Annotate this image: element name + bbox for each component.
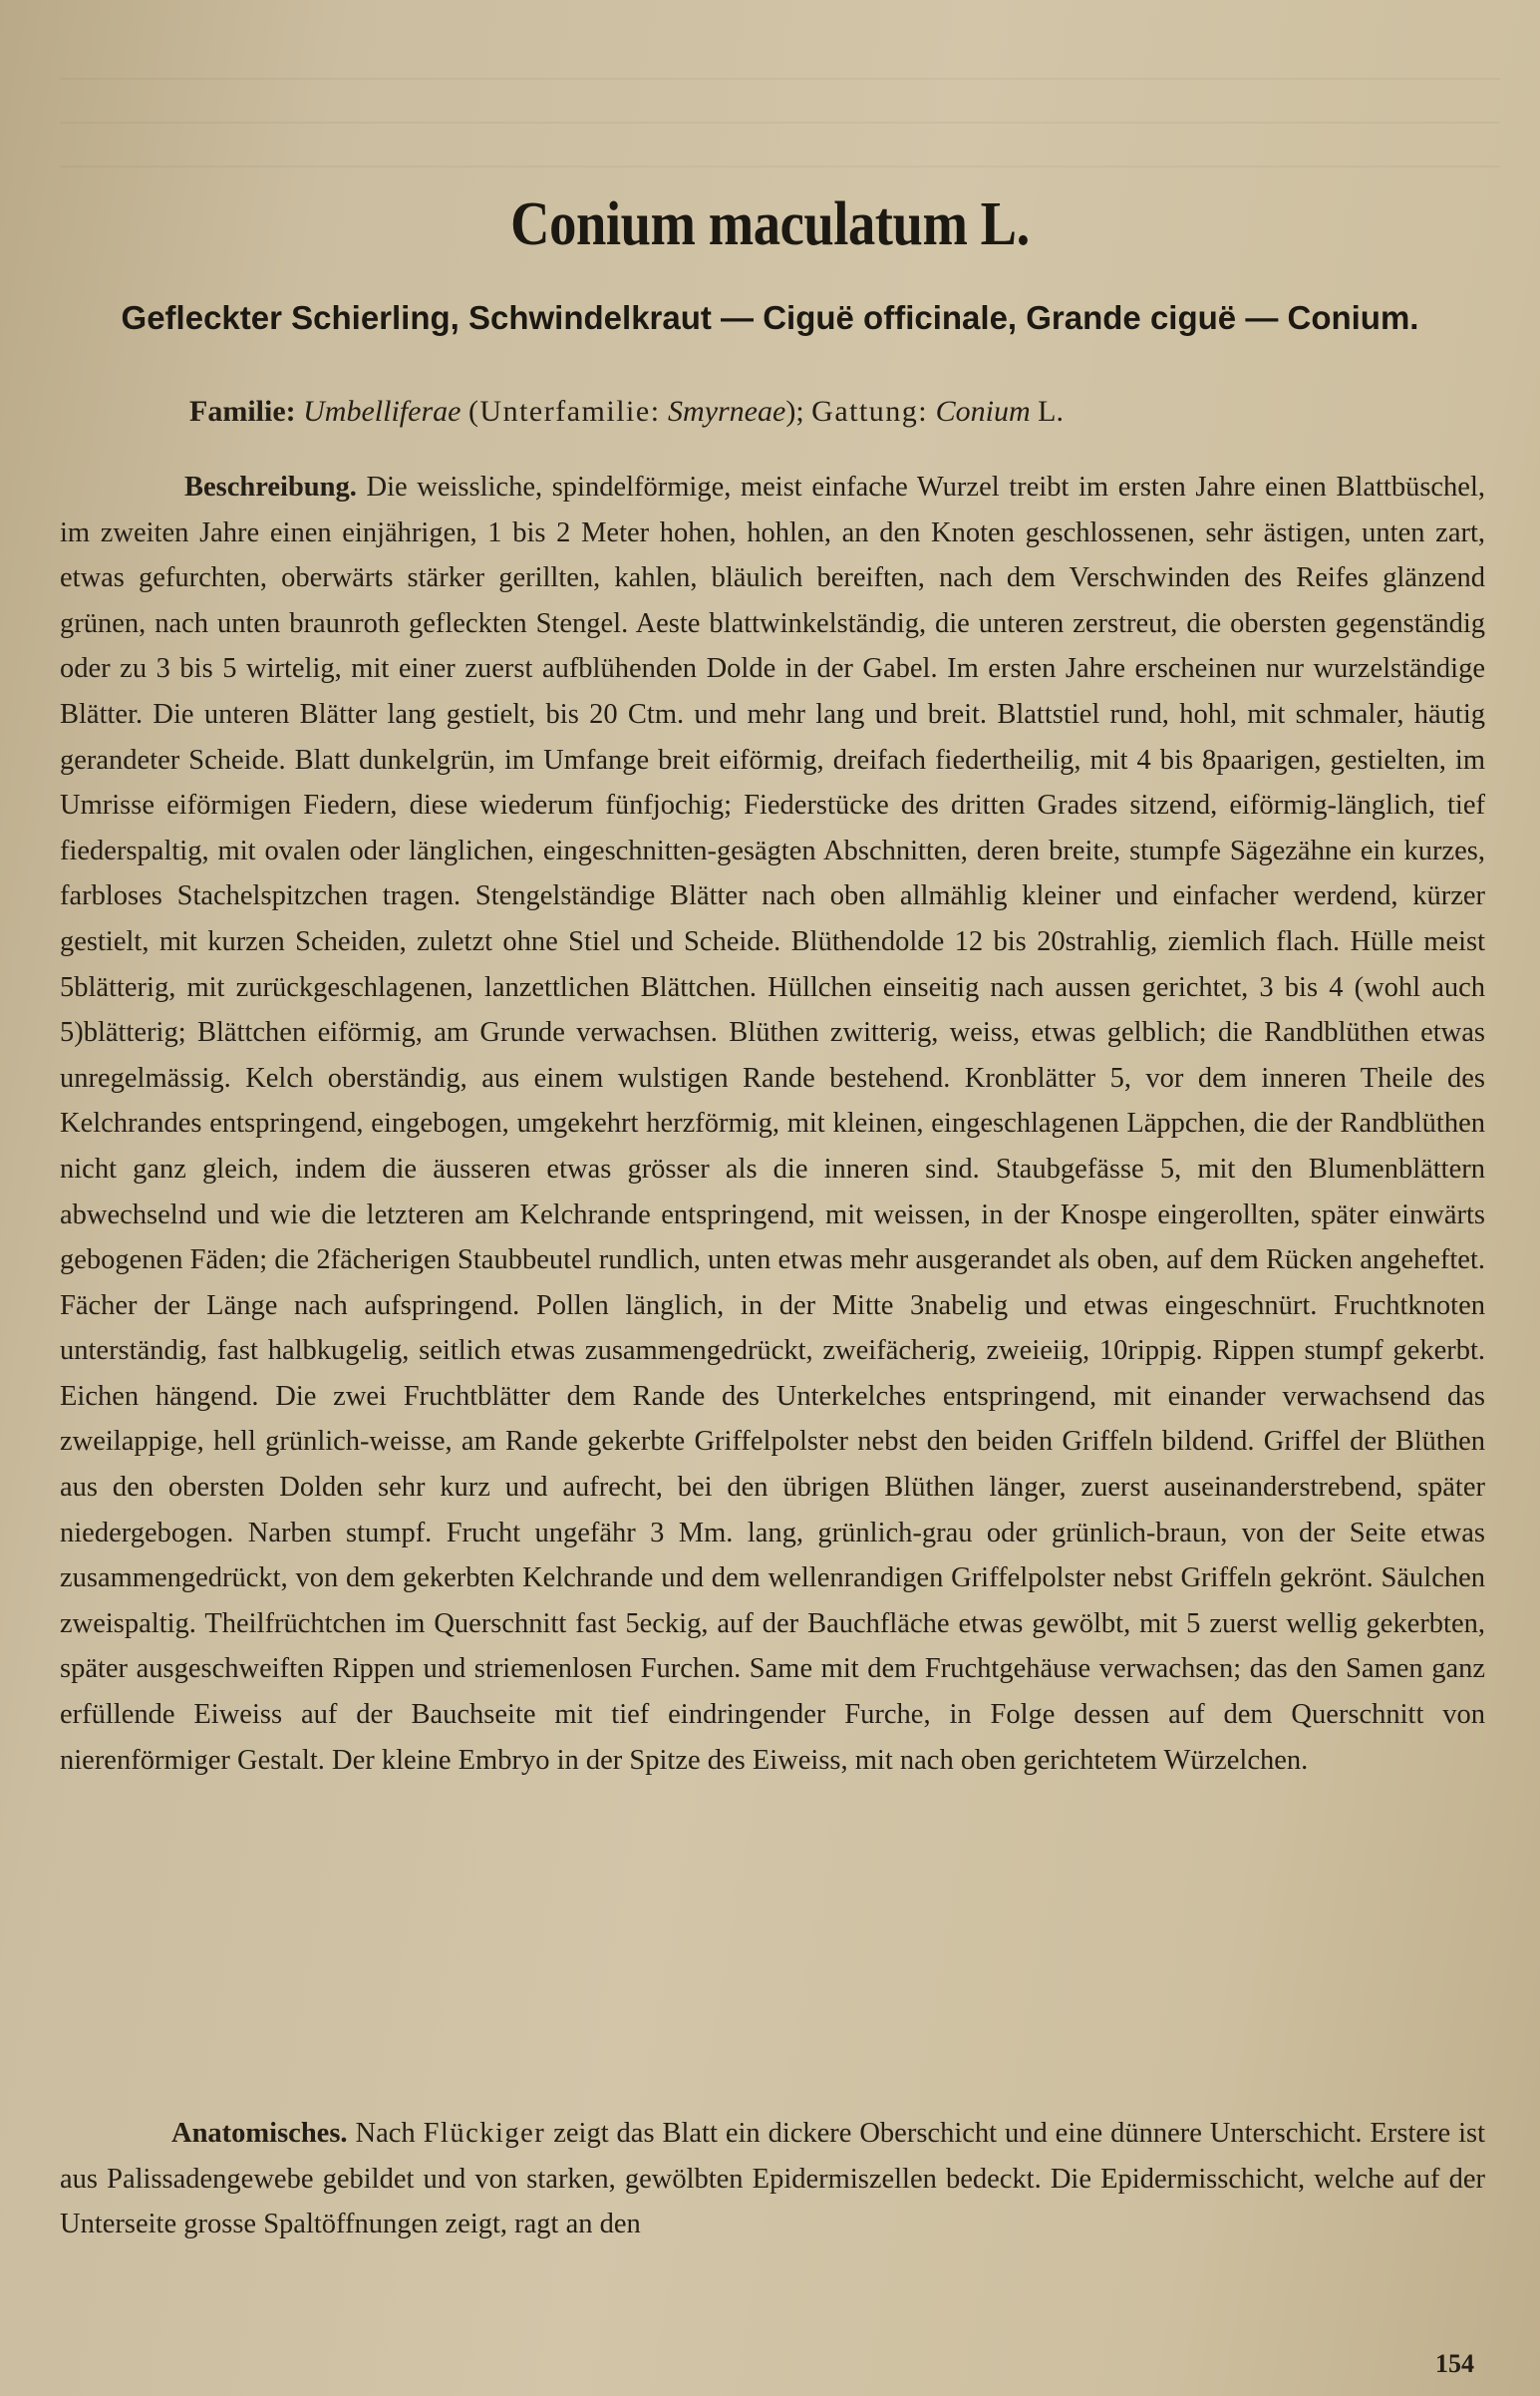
family-name: Umbelliferae bbox=[303, 395, 462, 428]
beschreibung-text: Die weissliche, spindelförmige, meist einfache Wurzel treibt im ersten Jahre einen Blattbüschel, im zweiten Jahre einen einjährigen, 1 bis 2 Meter hohen, hohlen, an den Knoten geschlossenen, sehr ästigen, unten zart, etwas gefurchten, oberwärts stärker gerillten, kahlen, bläulich bereiften, nach dem Verschwinden des Reifes glänzend grünen, nach unten braunroth gefleckten Stengel. Aeste blattwinkelständig, die unteren zerstreut, die obersten gegenständig oder zu 3 bis 5 wirtelig, mit einer zuerst aufblühenden Dolde in der Gabel. Im ersten Jahre erscheinen nur wurzelständige Blätter. Die unteren Blätter lang gestielt, bis 20 Ctm. und mehr lang und breit. Blattstiel rund, hohl, mit schmaler, häutig gerandeter Scheide. Blatt dunkelgrün, im Umfange breit eiförmig, dreifach fiedertheilig, mit 4 bis 8paarigen, gestielten, im Umrisse eiförmigen Fiedern, diese wiederum fünfjochig; Fiederstücke des dritten Grades sitzend, eiförmig-länglich, tief fiederspaltig, mit ovalen oder länglichen, eingeschnitten-gesägten Abschnitten, deren breite, stumpfe Sägezähne ein kurzes, farbloses Stachelspitzchen tragen. Stengelständige Blätter nach oben allmählig kleiner und einfacher werdend, kürzer gestielt, mit kurzen Scheiden, zuletzt ohne Stiel und Scheide. Blüthendolde 12 bis 20strahlig, ziemlich flach. Hülle meist 5blätterig, mit zurückgeschlagenen, lanzettlichen Blättchen. Hüllchen einseitig nach aussen gerichtet, 3 bis 4 (wohl auch 5)blätterig; Blättchen eiförmig, am Grunde verwachsen. Blüthen zwitterig, weiss, etwas gelblich; die Randblüthen etwas unregelmässig. Kelch oberständig, aus einem wulstigen Rande bestehend. Kronblätter 5, vor dem inneren Theile des Kelchrandes entspringend, eingebogen, umgekehrt herzförmig, mit kleinen, eingeschlagenen Läppchen, die der Randblüthen nicht ganz gleich, indem die äusseren etwas grösser als die inneren sind. Staubgefässe 5, mit den Blumenblättern abwechselnd und wie die letzteren am Kelchrande entspringend, mit weissen, in der Knospe eingerollten, später einwärts gebogenen Fäden; die 2fächerigen Staubbeutel rundlich, unten etwas mehr ausgerandet als oben, auf dem Rücken angeheftet. Fächer der Länge nach aufspringend. Pollen länglich, in der Mitte 3nabelig und etwas eingeschnürt. Fruchtknoten unterständig, fast halbkugelig, seitlich etwas zusammengedrückt, zweifächerig, zweieiig, 10rippig. Rippen stumpf gekerbt. Eichen hängend. Die zwei Fruchtblätter dem Rande des Unterkelches entspringend, mit einander verwachsend das zweilappige, hell grünlich-weisse, am Rande gekerbte Griffelpolster nebst den beiden Griffeln bildend. Griffel der Blüthen aus den obersten Dolden sehr kurz und aufrecht, bei den übrigen Blüthen länger, zuerst auseinanderstrebend, später niedergebogen. Narben stumpf. Frucht ungefähr 3 Mm. lang, grünlich-grau oder grünlich-braun, von der Seite etwas zusammengedrückt, von dem gekerbten Kelchrande und dem wellenrandigen Griffelpolster nebst Griffeln gekrönt. Säulchen zweispaltig. Theilfrüchtchen im Querschnitt fast 5eckig, auf der Bauchfläche etwas gewölbt, mit 5 zuerst wellig gekerbten, später ausgeschweiften Rippen und striemenlosen Furchen. Same mit dem Fruchtgehäuse verwachsen; das den Samen ganz erfüllende Eiweiss auf der Bauchseite mit tief eindringender Furche, in Folge dessen auf dem Querschnitt von nierenförmiger Gestalt. Der kleine Embryo in der Spitze des Eiweiss, mit nach oben gerichtetem Würzelchen. bbox=[60, 472, 1486, 1776]
family-line bbox=[189, 395, 1064, 429]
beschreibung-heading: Beschreibung. bbox=[184, 472, 357, 503]
gattung-label: Gattung: bbox=[811, 395, 929, 428]
genus-name: Conium bbox=[935, 395, 1031, 428]
page-title: Conium maculatum L. bbox=[510, 190, 1030, 258]
subfamily-open: (Unterfamilie: bbox=[467, 395, 661, 428]
page-number: 154 bbox=[1435, 2349, 1474, 2378]
genus-author: L. bbox=[1038, 395, 1064, 428]
anatomisches-author: Flückiger bbox=[423, 2118, 546, 2149]
anatomisches-heading: Anatomisches. bbox=[171, 2118, 348, 2149]
beschreibung-section bbox=[60, 465, 1485, 1783]
subtitle: Gefleckter Schierling, Schwindelkraut — Ciguë officinale, Grande ciguë — Conium. bbox=[121, 299, 1419, 336]
anatomisches-section bbox=[60, 2111, 1485, 2247]
show-through-text bbox=[60, 0, 1500, 199]
subfamily-name: Smyrneae bbox=[668, 395, 786, 428]
subfamily-close: ); bbox=[785, 395, 804, 428]
anatomisches-lead: Nach bbox=[355, 2118, 416, 2149]
familie-label: Familie: bbox=[189, 395, 296, 428]
anatomisches-text: zeigt das Blatt ein dickere Oberschicht und eine dünnere Unterschicht. Erstere ist aus Palissadengewebe gebildet und von starken, gewölbten Epidermiszellen bedeckt. Die Epidermisschicht, welche auf der Unterseite grosse Spaltöffnungen zeigt, ragt an den bbox=[60, 2118, 1486, 2240]
